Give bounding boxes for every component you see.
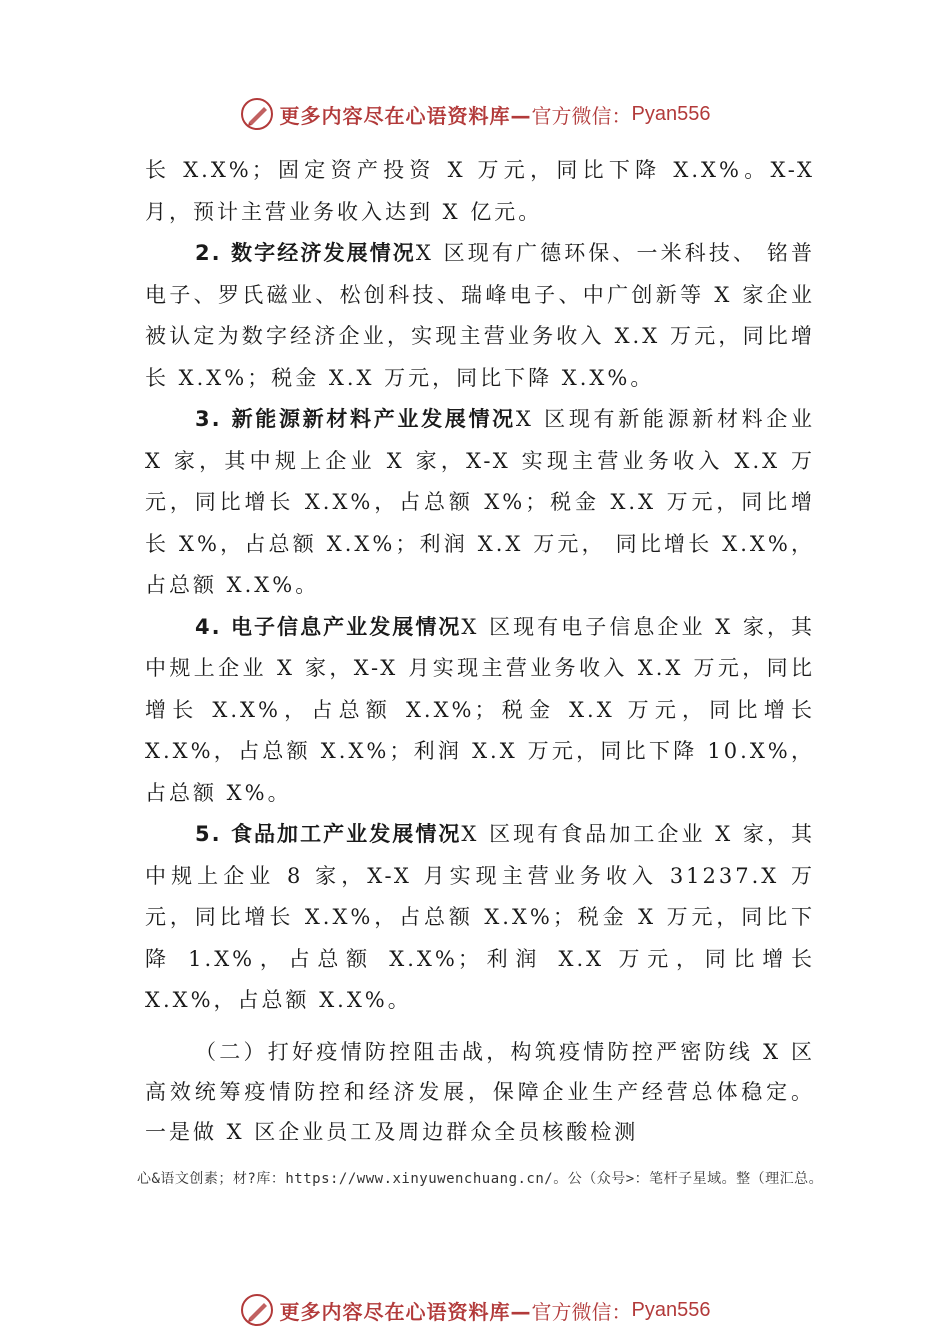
pen-logo-icon [240,97,274,131]
paragraph-continued: 长 X.X%；固定资产投资 X 万元，同比下降 X.X%。X-X 月，预计主营业务收入达到 X 亿元。 [145,158,815,224]
paragraph-electronics [145,607,815,815]
text-electronics: X 区现有电子信息企业 X 家，其中规上企业 X 家，X-X 月实现主营业务收入 X.X 万元，同比增长 X.X%，占总额 X.X%；税金 X.X 万元，同比增长 X.X%，占总额 X.X%；利润 X.X 万元，同比下降 10.X%，占总额 X%。 [145,614,815,805]
paragraph-digital-economy [145,233,815,399]
header-wechat-label: 官方微信： [531,103,632,128]
footer-wechat-id: Pyan556 [631,1298,711,1321]
header-banner-top [0,94,950,134]
text-food-processing: X 区现有食品加工企业 X 家，其中规上企业 8 家，X-X 月实现主营业务收入 31237.X 万元，同比增长 X.X%，占总额 X.X%；税金 X 万元，同比下降 1.X%，占总额 X.X%；利润 X.X 万元，同比增长 X.X%，占总额 X.X%。 [145,822,815,1012]
heading-new-energy: 3. 新能源新材料产业发展情况 [195,407,516,431]
header-wechat-id: Pyan556 [631,102,711,125]
heading-digital-economy: 2. 数字经济发展情况 [195,241,416,265]
pen-logo-icon [240,1293,274,1327]
footer-slogan: 更多内容尽在心语资料库— [279,1299,532,1324]
paragraph-epidemic-prevention: （二）打好疫情防控阻击战，构筑疫情防控严密防线 X 区高效统筹疫情防控和经济发展，保障企业生产经营总体稳定。一是做 X 区企业员工及周边群众全员核酸检测 [145,1039,815,1144]
paragraph-new-energy [145,399,815,607]
heading-electronics: 4. 电子信息产业发展情况 [195,614,462,639]
text-digital-economy: X 区现有广德环保、一米科技、 铭普电子、罗氏磁业、松创科技、瑞峰电子、中广创新等 X 家企业被认定为数字经济企业，实现主营业务收入 X.X 万元，同比增长 X.X%；税金 X.X 万元，同比下降 X.X%。 [145,241,815,390]
footer-wechat-label: 官方微信： [531,1299,632,1324]
heading-food-processing: 5. 食品加工产业发展情况 [195,822,462,846]
paragraph-food-processing [145,814,815,1022]
text-new-energy: X 区现有新能源新材料企业 X 家，其中规上企业 X 家，X-X 实现主营业务收入 X.X 万元，同比增长 X.X%，占总额 X%；税金 X.X 万元，同比增长 X%，占总额 X.X%；利润 X.X 万元， 同比增长 X.X%，占总额 X.X%。 [145,407,816,597]
source-footnote: 心&语文创素；材?库：https://www.xinyuwenchuang.cn/。公（众号>：笔杆子星域。整（理汇总。 [137,1171,824,1187]
header-banner-bottom [0,1290,950,1330]
document-body [145,150,815,1152]
header-slogan: 更多内容尽在心语资料库— [279,103,532,128]
